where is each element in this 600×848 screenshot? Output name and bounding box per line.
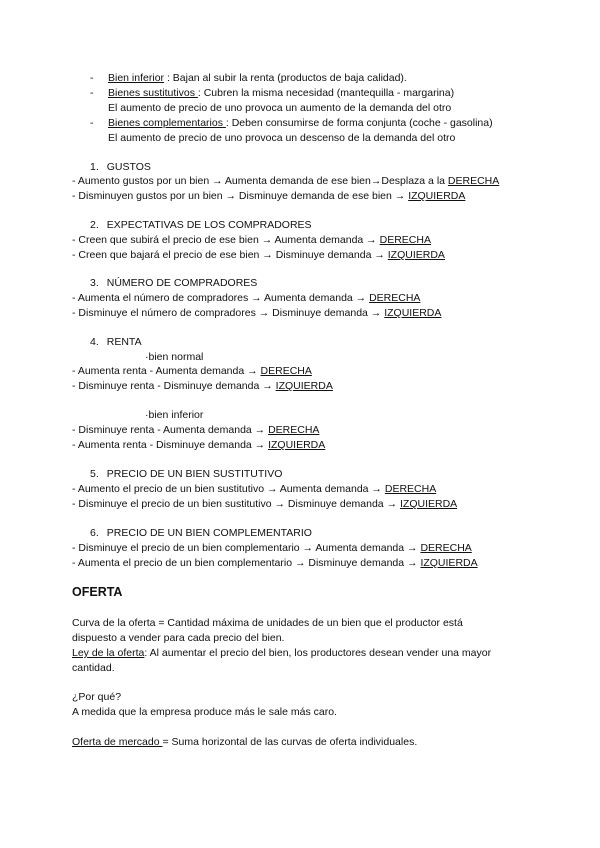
- rule-text: - Disminuye renta - Disminuye demanda →: [72, 380, 276, 392]
- rule-text: - Disminuyen gustos por un bien → Disminuye demanda de ese bien →: [72, 190, 409, 202]
- direction-label: IZQUIERDA: [420, 557, 478, 569]
- rule-text: - Aumento el precio de un bien sustitutivo → Aumenta demanda →: [72, 483, 385, 495]
- rule-line: [72, 483, 436, 496]
- rule-text: - Disminuye renta - Aumenta demanda →: [72, 424, 269, 436]
- mercado-text: = Suma horizontal de las curvas de oferta individuales.: [162, 736, 418, 748]
- section-number: 4.: [90, 336, 99, 348]
- direction-label: IZQUIERDA: [408, 190, 466, 202]
- bullet-dash: -: [90, 117, 94, 129]
- bullet-text: : Bajan al subir la renta (productos de baja calidad).: [164, 72, 407, 84]
- curva-oferta-line-2: dispuesto a vender para cada precio del bien.: [72, 632, 285, 644]
- section-title: EXPECTATIVAS DE LOS COMPRADORES: [106, 219, 312, 231]
- rule-text: - Creen que subirá el precio de ese bien → Aumenta demanda →: [72, 234, 380, 246]
- rule-text: - Disminuye el número de compradores → Disminuye demanda →: [72, 307, 385, 319]
- section-number: 6.: [90, 527, 99, 539]
- section-title: PRECIO DE UN BIEN COMPLEMENTARIO: [106, 527, 312, 539]
- direction-label: IZQUIERDA: [275, 380, 333, 392]
- curva-oferta-line-1: Curva de la oferta = Cantidad máxima de unidades de un bien que el productor está: [72, 617, 463, 629]
- direction-label: IZQUIERDA: [268, 439, 326, 451]
- rule-line: [72, 292, 420, 305]
- rule-line: [72, 190, 465, 203]
- rule-line: [72, 234, 431, 247]
- bullet-bien-inferior: [108, 72, 407, 85]
- rule-line: [72, 557, 478, 570]
- bullet-bienes-sustitutivos: [108, 87, 454, 100]
- bullet-bienes-complementarios: [108, 117, 493, 130]
- bullet-dash: -: [90, 87, 94, 99]
- answer: A medida que la empresa produce más le sale más caro.: [72, 706, 337, 718]
- oferta-mercado-line: [72, 736, 417, 749]
- direction-label: DERECHA: [379, 234, 431, 246]
- question: ¿Por qué?: [72, 691, 122, 703]
- section-renta-heading: [90, 336, 142, 349]
- rule-text: - Aumenta el número de compradores → Aumenta demanda →: [72, 292, 370, 304]
- rule-line: [72, 380, 333, 393]
- bullet-continuation: El aumento de precio de uno provoca un aumento de la demanda del otro: [108, 102, 452, 114]
- subheading-bien-normal: ·bien normal: [145, 351, 204, 363]
- rule-line: [72, 439, 325, 452]
- rule-line: [72, 307, 441, 320]
- term-bienes-complementarios: Bienes complementarios: [108, 117, 226, 129]
- rule-line: [72, 424, 319, 437]
- direction-label: IZQUIERDA: [384, 307, 442, 319]
- subheading-bien-inferior: ·bien inferior: [145, 409, 204, 421]
- section-title: RENTA: [106, 336, 142, 348]
- direction-label: DERECHA: [369, 292, 421, 304]
- rule-line: [72, 365, 312, 378]
- rule-line: [72, 542, 472, 555]
- section-numero-compradores-heading: [90, 277, 257, 290]
- section-expectativas-heading: [90, 219, 312, 232]
- section-title: PRECIO DE UN BIEN SUSTITUTIVO: [106, 468, 283, 480]
- rule-text: - Disminuye el precio de un bien sustitutivo → Disminuye demanda →: [72, 498, 400, 510]
- section-number: 3.: [90, 277, 99, 289]
- rule-line: [72, 249, 445, 262]
- oferta-heading: OFERTA: [72, 585, 123, 599]
- bullet-text: : Deben consumirse de forma conjunta (coche - gasolina): [225, 117, 493, 129]
- section-bien-sustitutivo-heading: [90, 468, 282, 481]
- direction-label: DERECHA: [420, 542, 472, 554]
- term-ley-oferta: Ley de la oferta: [72, 647, 145, 659]
- direction-label: IZQUIERDA: [387, 249, 445, 261]
- rule-text: - Aumenta renta - Aumenta demanda →: [72, 365, 261, 377]
- section-number: 2.: [90, 219, 99, 231]
- term-oferta-mercado: Oferta de mercado: [72, 736, 163, 748]
- direction-label: IZQUIERDA: [399, 498, 458, 510]
- direction-label: DERECHA: [447, 175, 500, 187]
- section-title: GUSTOS: [106, 161, 151, 173]
- ley-text: : Al aumentar el precio del bien, los productores desean vender una mayor: [144, 647, 492, 659]
- bullet-continuation: El aumento de precio de uno provoca un descenso de la demanda del otro: [108, 132, 456, 144]
- term-bienes-sustitutivos: Bienes sustitutivos: [108, 87, 198, 99]
- term-bien-inferior: Bien inferior: [108, 72, 165, 84]
- direction-label: DERECHA: [260, 365, 312, 377]
- rule-line: [72, 498, 457, 511]
- ley-oferta-line-1: [72, 647, 491, 660]
- rule-text: - Aumenta renta - Disminuye demanda →: [72, 439, 269, 451]
- rule-text: - Aumenta el precio de un bien complementario → Disminuye demanda →: [72, 557, 421, 569]
- bullet-text: : Cubren la misma necesidad (mantequilla - margarina): [197, 87, 455, 99]
- section-title: NÚMERO DE COMPRADORES: [106, 277, 258, 289]
- section-gustos-heading: [90, 161, 151, 174]
- ley-oferta-line-2: cantidad.: [72, 662, 115, 674]
- section-number: 1.: [90, 161, 99, 173]
- rule-text: - Disminuye el precio de un bien complementario → Aumenta demanda →: [72, 542, 421, 554]
- direction-label: DERECHA: [268, 424, 320, 436]
- rule-text: - Creen que bajará el precio de ese bien → Disminuye demanda →: [72, 249, 388, 261]
- rule-line: [72, 175, 499, 188]
- bullet-dash: -: [90, 72, 94, 84]
- section-bien-complementario-heading: [90, 527, 312, 540]
- direction-label: DERECHA: [384, 483, 437, 495]
- rule-text: - Aumento gustos por un bien → Aumenta demanda de ese bien→Desplaza a la: [72, 175, 448, 187]
- section-number: 5.: [90, 468, 99, 480]
